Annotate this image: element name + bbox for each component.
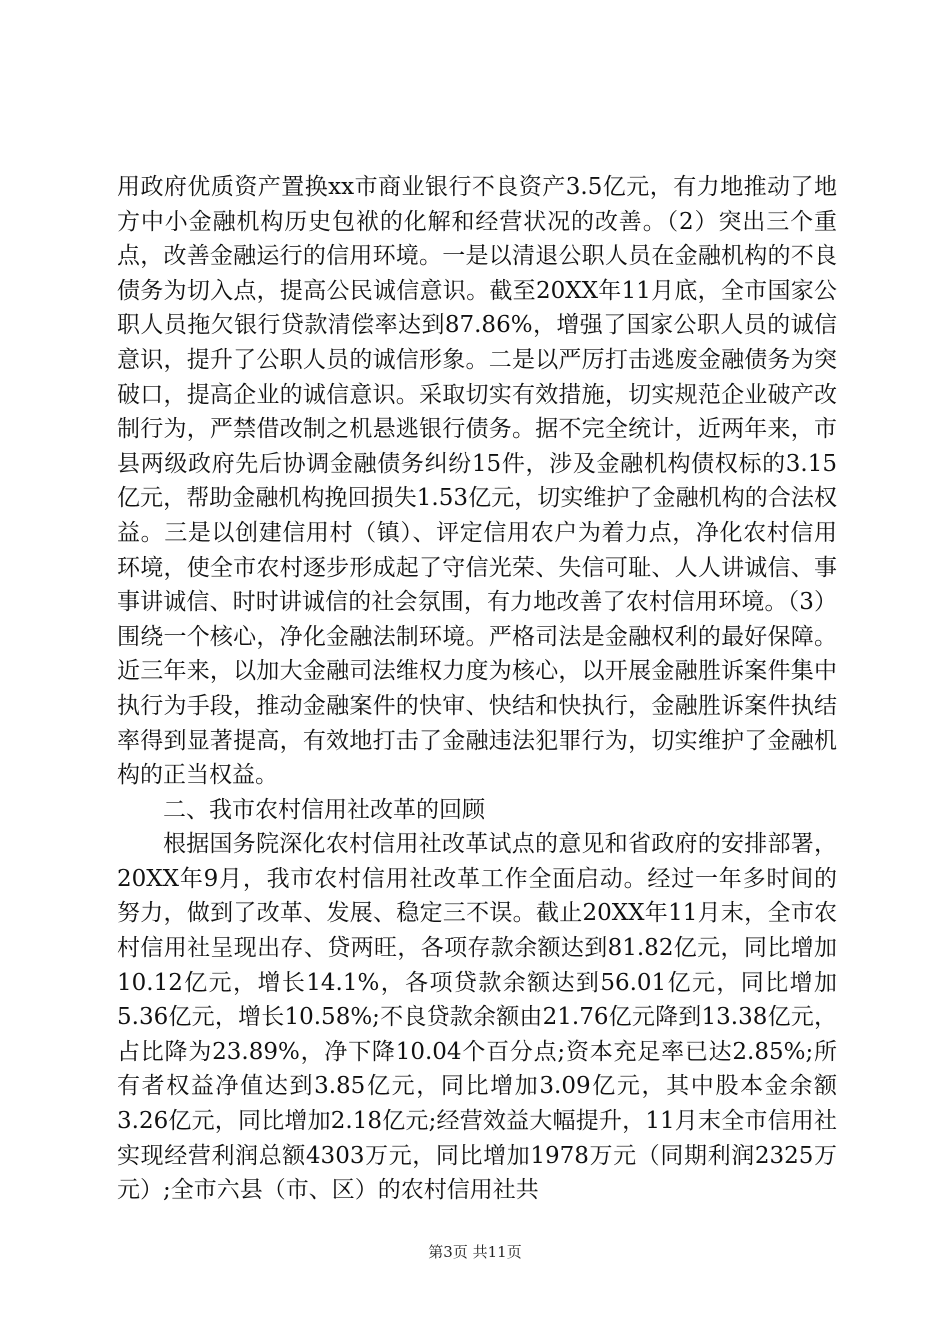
page-footer [0,1241,950,1262]
document-body [117,170,837,1208]
body-paragraph: 用政府优质资产置换xx市商业银行不良资产3.5亿元，有力地推动了地方中小金融机构历史包袱的化解和经营状况的改善。（2）突出三个重点，改善金融运行的信用环境。一是以清退公职人员在金融机构的不良债务为切入点，提高公民诚信意识。截至20XX年11月底，全市国家公职人员拖欠银行贷款清偿率达到87.86%，增强了国家公职人员的诚信意识，提升了公职人员的诚信形象。二是以严厉打击逃废金融债务为突破口，提高企业的诚信意识。采取切实有效措施，切实规范企业破产改制行为，严禁借改制之机悬逃银行债务。据不完全统计，近两年来，市县两级政府先后协调金融债务纠纷15件，涉及金融机构债权标的3.15亿元，帮助金融机构挽回损失1.53亿元，切实维护了金融机构的合法权益。三是以创建信用村（镇）、评定信用农户为着力点，净化农村信用环境，使全市农村逐步形成起了守信光荣、失信可耻、人人讲诚信、事事讲诚信、时时讲诚信的社会氛围，有力地改善了农村信用环境。（3）围绕一个核心，净化金融法制环境。严格司法是金融权利的最好保障。近三年来，以加大金融司法维权力度为核心，以开展金融胜诉案件集中执行为手段，推动金融案件的快审、快结和快执行，金融胜诉案件执结率得到显著提高，有效地打击了金融违法犯罪行为，切实维护了金融机构的正当权益。 [117,174,837,789]
page-indicator: 第3页 共11页 [428,1243,522,1261]
section-heading: 二、我市农村信用社改革的回顾 [163,796,485,823]
body-paragraph: 根据国务院深化农村信用社改革试点的意见和省政府的安排部署，20XX年9月，我市农村信用社改革工作全面启动。经过一年多时间的努力，做到了改革、发展、稳定三不误。截止20XX年11月末，全市农村信用社呈现出存、贷两旺，各项存款余额达到81.82亿元，同比增加10.12亿元，增长14.1%，各项贷款余额达到56.01亿元，同比增加5.36亿元，增长10.58%;不良贷款余额由21.76亿元降到13.38亿元，占比降为23.89%，净下降10.04个百分点;资本充足率已达2.85%;所有者权益净值达到3.85亿元，同比增加3.09亿元，其中股本金余额3.26亿元，同比增加2.18亿元;经营效益大幅提升，11月末全市信用社实现经营利润总额4303万元，同比增加1978万元（同期利润2325万元）;全市六县（市、区）的农村信用社共 [117,831,837,1204]
